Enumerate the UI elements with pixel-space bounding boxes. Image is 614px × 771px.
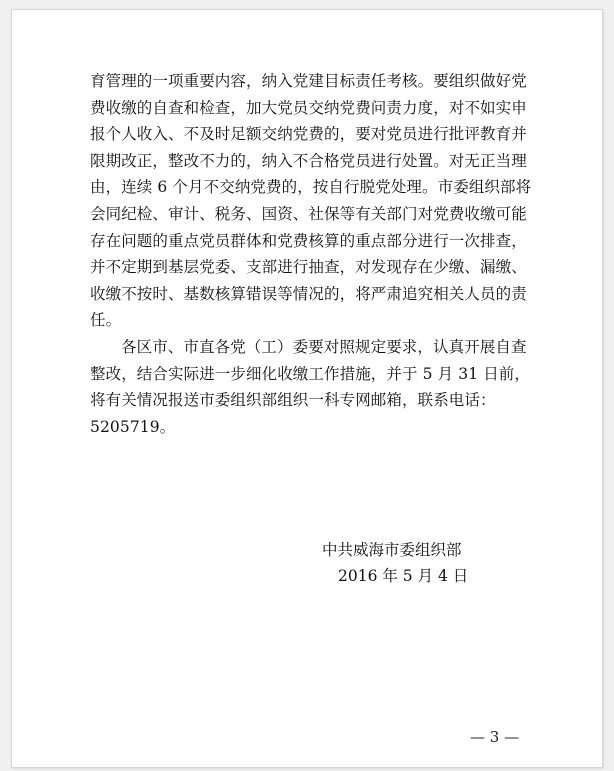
text-line: 会同纪检、审计、税务、国资、社保等有关部门对党费收缴可能 (90, 204, 527, 223)
text-line: 各区市、市直各党（工）委要对照规定要求，认真开展自查 (121, 337, 527, 356)
document-page (12, 10, 602, 767)
paragraph-1 (90, 68, 536, 334)
text-line: 育管理的一项重要内容，纳入党建目标责任考核。要组织做好党 (90, 72, 527, 90)
text-line: 限期改正，整改不力的，纳入不合格党员进行处置。对无正当理 (90, 151, 527, 170)
page-number: — 3 — (470, 728, 520, 746)
text-line: 收缴不按时、基数核算错误等情况的，将严肃追究相关人员的责 (90, 284, 527, 303)
text-line: 将有关情况报送市委组织部组织一科专网邮箱，联系电话： (90, 391, 496, 410)
document-body (90, 68, 536, 585)
signature-date: 2016 年 5 月 4 日 (338, 567, 469, 585)
text-line: 存在问题的重点党员群体和党费核算的重点部分进行一次排查， (90, 231, 527, 250)
text-line: 报个人收入、不及时足额交纳党费的，要对党员进行批评教育并 (90, 125, 527, 144)
text-line: 并不定期到基层党委、支部进行抽查，对发现存在少缴、漏缴、 (90, 258, 527, 277)
paragraph-2 (90, 334, 536, 440)
text-line: 5205719。 (90, 417, 176, 436)
text-line: 费收缴的自查和检查，加大党员交纳党费问责力度，对不如实申 (90, 98, 527, 117)
text-line: 由，连续 6 个月不交纳党费的，按自行脱党处理。市委组织部将 (90, 178, 532, 197)
text-line: 任。 (90, 311, 122, 330)
signature-organization: 中共威海市委组织部 (322, 541, 462, 559)
text-line: 整改，结合实际进一步细化收缴工作措施，并于 5 月 31 日前， (90, 364, 530, 383)
